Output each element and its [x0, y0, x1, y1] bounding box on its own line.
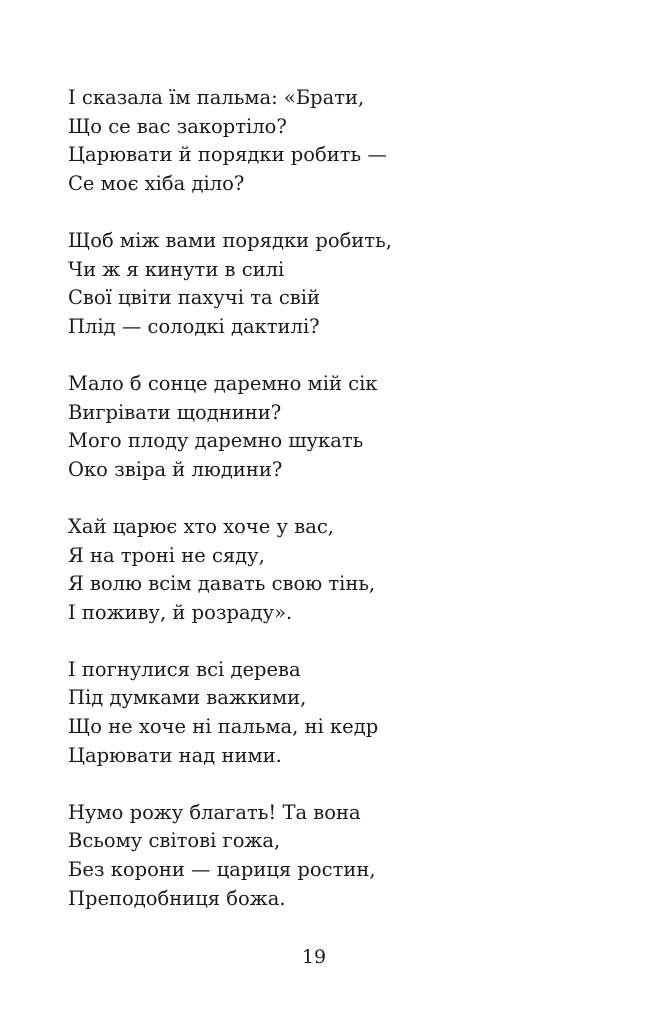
poem-line: Всьому світові гожа, — [68, 829, 281, 853]
poem-line: Мого плоду даремно шукать — [68, 429, 364, 453]
poem-line: Преподобниця божа. — [68, 886, 286, 910]
poem-line: Око звіра й людини? — [68, 457, 283, 481]
poem-line: І погнулися всі дерева — [68, 657, 301, 681]
stanza — [68, 799, 392, 913]
poem-line: Я волю всім давать свою тінь, — [68, 572, 376, 596]
poem-line: Свої цвіти пахучі та свій — [68, 286, 320, 310]
poem-text — [68, 84, 392, 942]
page-number: 19 — [301, 946, 327, 968]
poem-line: І поживу, й розраду». — [68, 600, 293, 624]
poem-line: Під думками важкими, — [68, 686, 307, 710]
poem-line: Без корони — цариця ростин, — [68, 858, 376, 882]
poem-line: Хай царює хто хоче у вас, — [68, 514, 334, 538]
poem-line: Царювати над ними. — [68, 743, 282, 767]
poem-line: І сказала їм пальма: «Брати, — [68, 86, 365, 109]
poem-line: Чи ж я кинути в силі — [68, 257, 285, 281]
stanza — [68, 513, 392, 627]
poem-line: Се моє хіба діло? — [68, 171, 245, 195]
poem-line: Нумо рожу благать! Та вона — [68, 800, 361, 824]
poem-line: Мало б сонце даремно мій сік — [68, 371, 378, 395]
stanza — [68, 370, 392, 484]
poem-line: Що не хоче ні пальма, ні кедр — [68, 715, 379, 739]
poem-line: Я на троні не сяду, — [68, 543, 265, 567]
poem-line: Що се вас закортіло? — [68, 114, 287, 138]
stanza — [68, 227, 392, 341]
poem-line: Плід — солодкі дактилі? — [68, 314, 320, 338]
stanza — [68, 84, 392, 198]
poem-line: Царювати й порядки робить — — [68, 143, 387, 167]
stanza — [68, 656, 392, 770]
poem-line: Щоб між вами порядки робить, — [68, 228, 392, 252]
poem-line: Вигрівати щоднини? — [68, 400, 282, 424]
